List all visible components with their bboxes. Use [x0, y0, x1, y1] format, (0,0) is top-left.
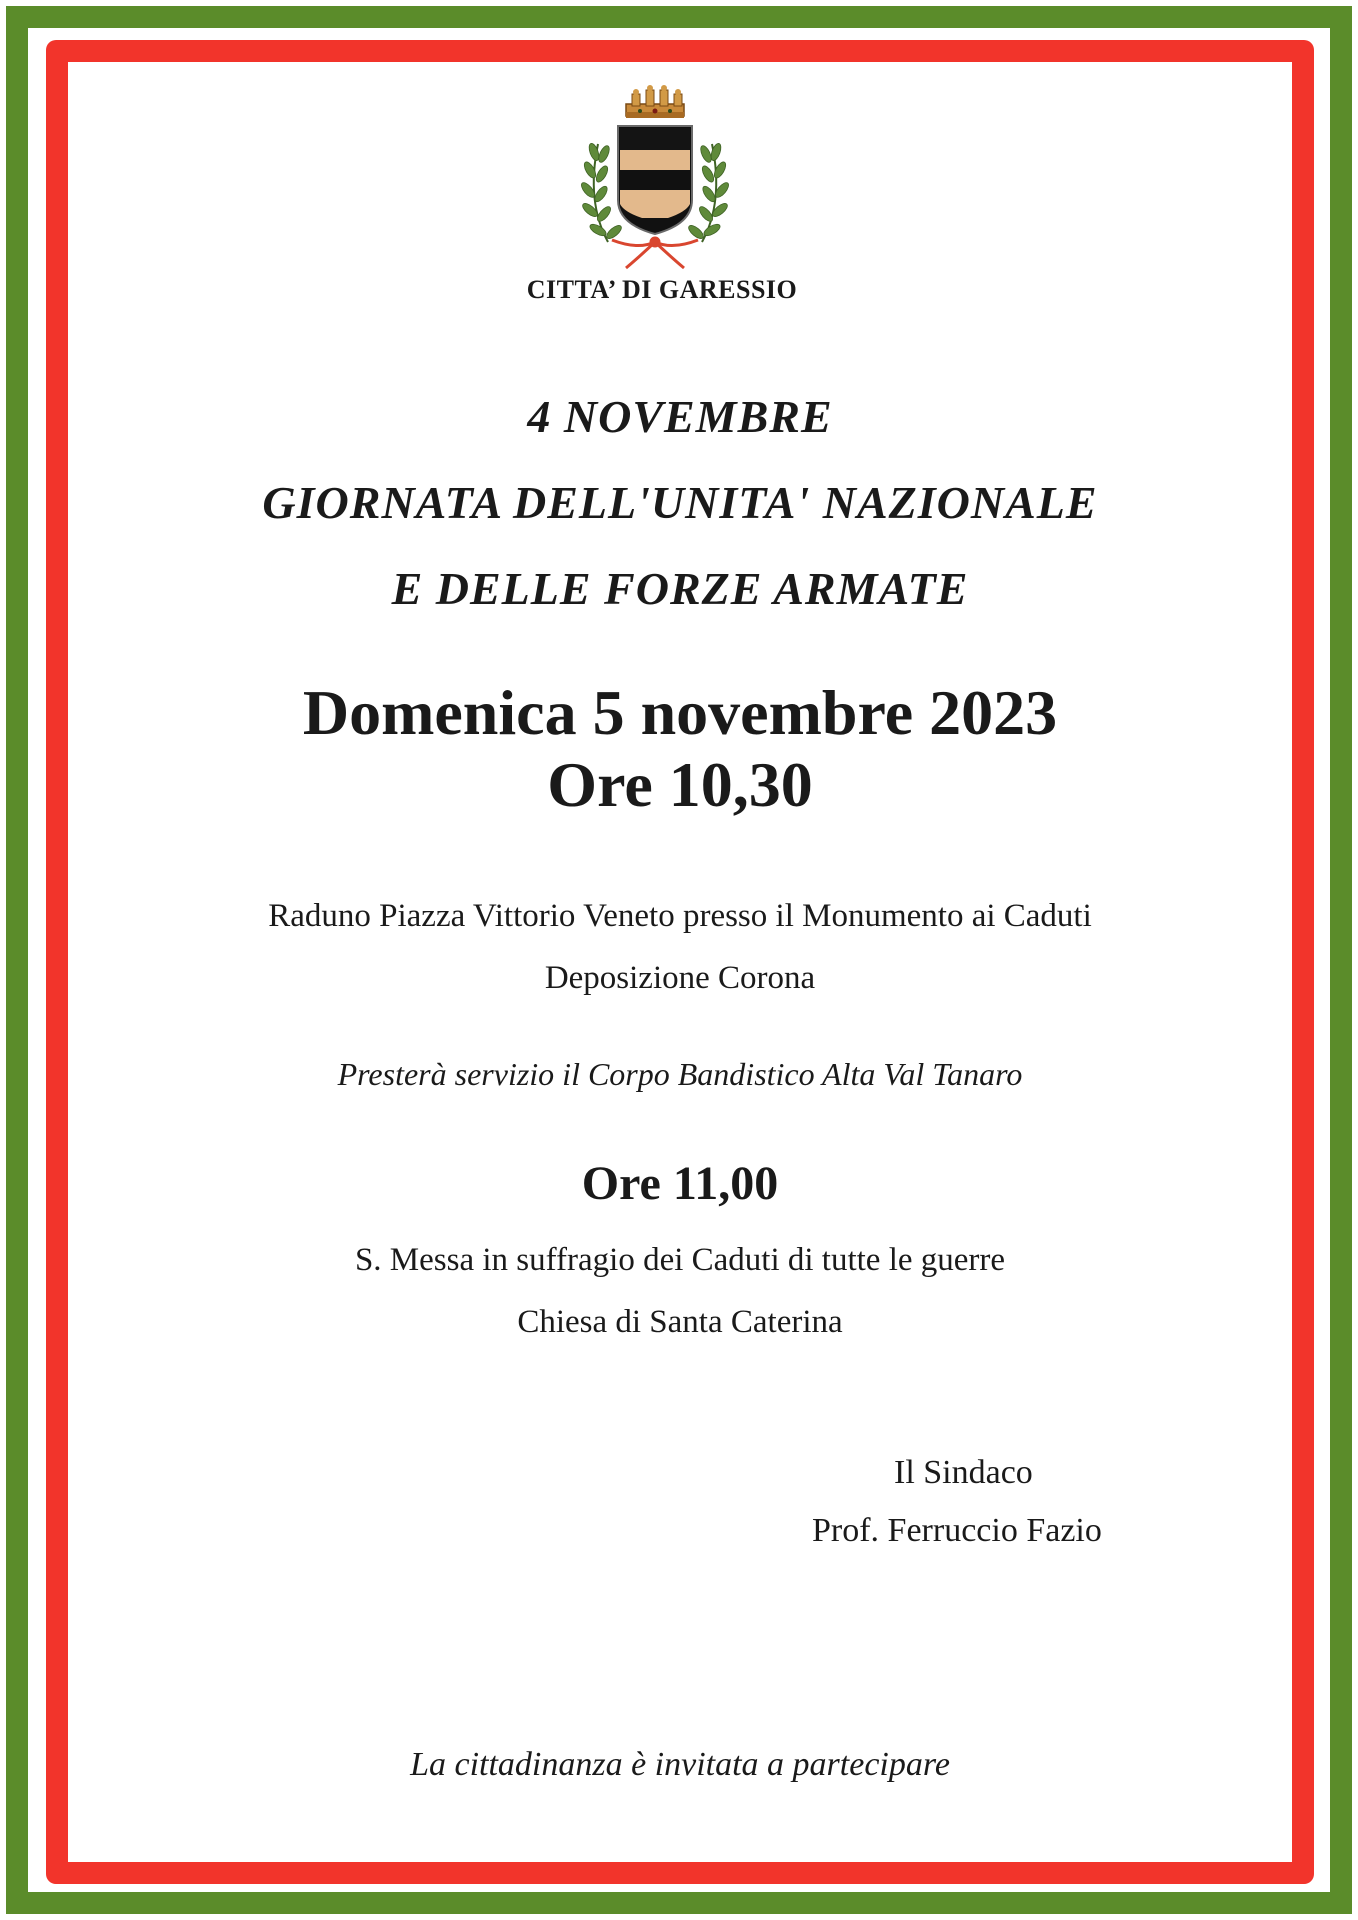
title-date: 4 NOVEMBRE [527, 391, 833, 442]
band-note: Presterà servizio il Corpo Bandistico Alta Val Tanaro [337, 1056, 1023, 1092]
coat-of-arms-icon [568, 82, 742, 278]
title-armed-forces: E DELLE FORZE ARMATE [391, 563, 969, 614]
event-time-2: Ore 11,00 [581, 1157, 779, 1210]
ribbon-icon [612, 238, 698, 268]
title-occasion: GIORNATA DELL'UNITA' NAZIONALE [262, 477, 1098, 528]
crown-icon [626, 85, 684, 118]
poster-content [68, 62, 1292, 1862]
signature-role: Il Sindaco [894, 1454, 1033, 1491]
wreath-laying: Deposizione Corona [544, 960, 816, 996]
city-name: CITTA’ DI GARESSIO [526, 275, 798, 304]
gathering-description: Raduno Piazza Vittorio Veneto presso il Monumento ai Caduti [268, 898, 1092, 934]
mass-description: S. Messa in suffragio dei Caduti di tutte le guerre [354, 1242, 1006, 1278]
invitation-text: La cittadinanza è invitata a partecipare [410, 1746, 950, 1783]
church-location: Chiesa di Santa Caterina [517, 1304, 843, 1340]
shield-icon [618, 126, 692, 234]
event-time-1: Ore 10,30 [547, 749, 813, 820]
signature-name: Prof. Ferruccio Fazio [812, 1512, 1102, 1549]
event-date: Domenica 5 novembre 2023 [302, 677, 1058, 748]
